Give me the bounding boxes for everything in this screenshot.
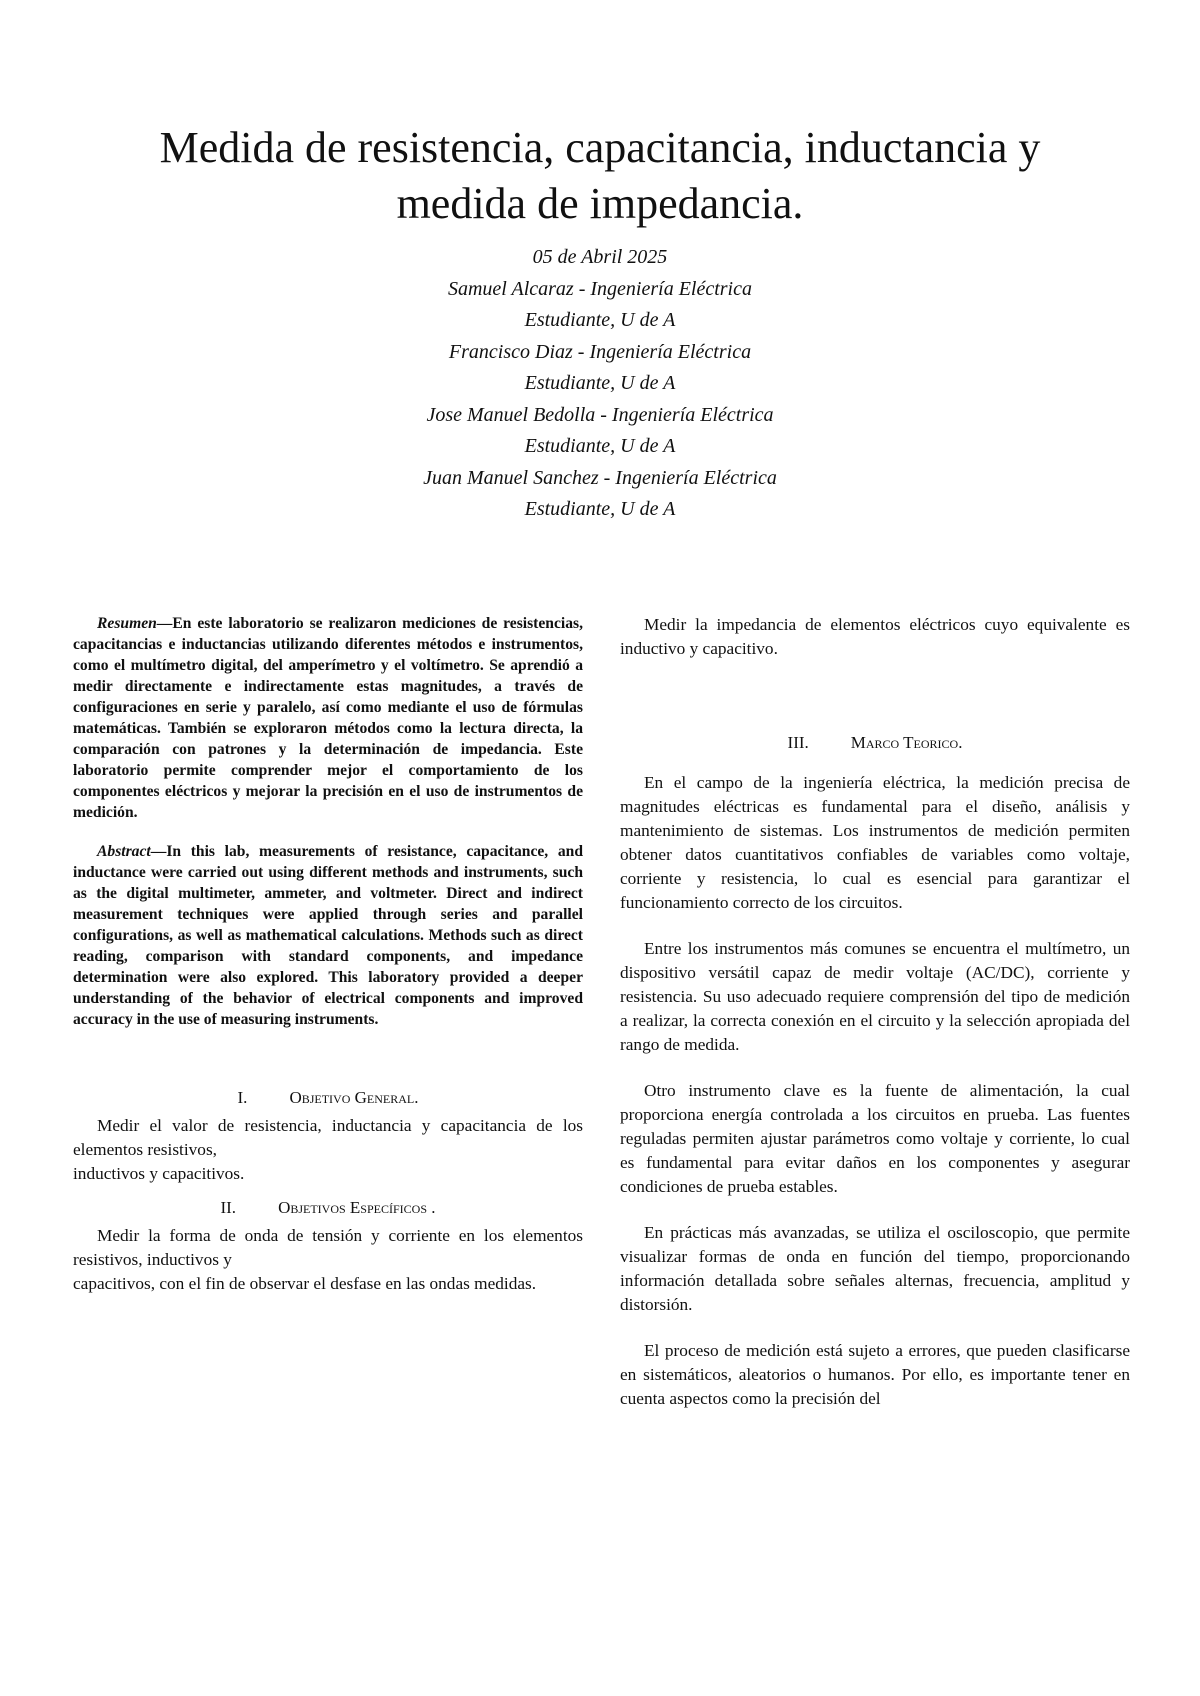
objetivos-especificos-text-cont: capacitivos, con el fin de observar el desfase en las ondas medidas. bbox=[73, 1274, 537, 1293]
section-number: II. bbox=[220, 1198, 237, 1217]
abstract-label: Abstract bbox=[97, 843, 151, 860]
author-affiliation: Estudiante, U de A bbox=[524, 498, 676, 520]
author-line: Francisco Diaz - Ingeniería Eléctrica bbox=[448, 340, 752, 363]
author-line: Juan Manuel Sanchez - Ingeniería Eléctrica bbox=[423, 466, 777, 489]
objetivo-general-text: Medir el valor de resistencia, inductancia y capacitancia de los elementos resistivos, bbox=[73, 1116, 583, 1159]
abstract-text: —In this lab, measurements of resistance, capacitance, and inductance were carried out using different methods and instruments, such as the digital multimeter, ammeter, and voltmeter. Direct and indirect measurement techniques were applied through series and parallel configurations, as well as mathematical calculations. Methods such as direct reading, comparison with standard components, and impedance determination were also explored. This laboratory provided a deeper understanding of the behavior of electrical components and improved accuracy in the use of measuring instruments. bbox=[73, 843, 583, 1028]
author-affiliation: Estudiante, U de A bbox=[524, 372, 676, 394]
author-affiliation: Estudiante, U de A bbox=[524, 309, 676, 331]
marco-paragraph: En prácticas más avanzadas, se utiliza el osciloscopio, que permite visualizar formas de onda en función del tiempo, proporcionando información detallada sobre señales alternas, frecuencia, amplitud y distorsión. bbox=[620, 1223, 1130, 1314]
marco-paragraph: El proceso de medición está sujeto a errores, que pueden clasificarse en sistemáticos, aleatorios o humanos. Por ello, es importante tener en cuenta aspectos como la precisión del bbox=[620, 1341, 1130, 1408]
section-heading-marco-teorico bbox=[620, 731, 1130, 755]
section-title: Objetivo General. bbox=[289, 1088, 419, 1107]
marco-paragraph: Entre los instrumentos más comunes se encuentra el multímetro, un dispositivo versátil capaz de medir voltaje (AC/DC), corriente y resistencia. Su uso adecuado requiere comprensión del tipo de medición a realizar, la correcta conexión en el circuito y la selección apropiada del rango de medida. bbox=[620, 939, 1130, 1054]
left-column bbox=[73, 613, 583, 1296]
right-column bbox=[620, 613, 1130, 1411]
date: 05 de Abril 2025 bbox=[532, 246, 668, 268]
objetivos-especificos-continuation: Medir la impedancia de elementos eléctricos cuyo equivalente es inductivo y capacitivo. bbox=[620, 615, 1130, 658]
resumen-label: Resumen bbox=[97, 615, 157, 632]
section-heading-objetivos-especificos bbox=[73, 1196, 583, 1220]
section-title: Marco Teorico. bbox=[850, 733, 963, 752]
objetivos-especificos-text: Medir la forma de onda de tensión y corriente en los elementos resistivos, inductivos y bbox=[73, 1226, 583, 1269]
section-heading-objetivo-general bbox=[73, 1086, 583, 1110]
marco-paragraph: Otro instrumento clave es la fuente de alimentación, la cual proporciona energía controlada a los circuitos en prueba. Las fuentes reguladas permiten ajustar parámetros como voltaje y corriente, lo cual es fundamental para evitar daños en los componentes y asegurar condiciones de prueba estables. bbox=[620, 1081, 1130, 1196]
author-block bbox=[300, 242, 900, 526]
author-affiliation: Estudiante, U de A bbox=[524, 435, 676, 457]
objetivo-general-text-cont: inductivos y capacitivos. bbox=[73, 1164, 245, 1183]
section-title: Objetivos Específicos . bbox=[278, 1198, 436, 1217]
author-line: Samuel Alcaraz - Ingeniería Eléctrica bbox=[447, 277, 752, 300]
resumen-text: —En este laboratorio se realizaron mediciones de resistencias, capacitancias e inductancias utilizando diferentes métodos e instrumentos, como el multímetro digital, del amperímetro y el voltímetro. Se aprendió a medir directamente e indirectamente estas magnitudes, a través de configuraciones en serie y paralelo, así como mediante el uso de fórmulas matemáticas. También se exploraron métodos como la lectura directa, la comparación con patrones y la determinación de impedancia. Este laboratorio permite comprender mejor el comportamiento de los componentes eléctricos y mejorar la precisión en el uso de instrumentos de medición. bbox=[73, 615, 583, 821]
paper-title: Medida de resistencia, capacitancia, inductancia y medida de impedancia. bbox=[159, 123, 1041, 228]
abstract-paragraph bbox=[73, 841, 583, 1030]
section-number: I. bbox=[237, 1088, 248, 1107]
marco-paragraph: En el campo de la ingeniería eléctrica, la medición precisa de magnitudes eléctricas es fundamental para el diseño, análisis y mantenimiento de sistemas. Los instrumentos de medición permiten obtener datos cuantitativos confiables de variables como voltaje, corriente y resistencia, lo cual es esencial para garantizar el funcionamiento correcto de los circuitos. bbox=[620, 773, 1130, 912]
author-line: Jose Manuel Bedolla - Ingeniería Eléctrica bbox=[426, 403, 774, 426]
resumen-paragraph bbox=[73, 613, 583, 823]
section-number: III. bbox=[787, 733, 809, 752]
